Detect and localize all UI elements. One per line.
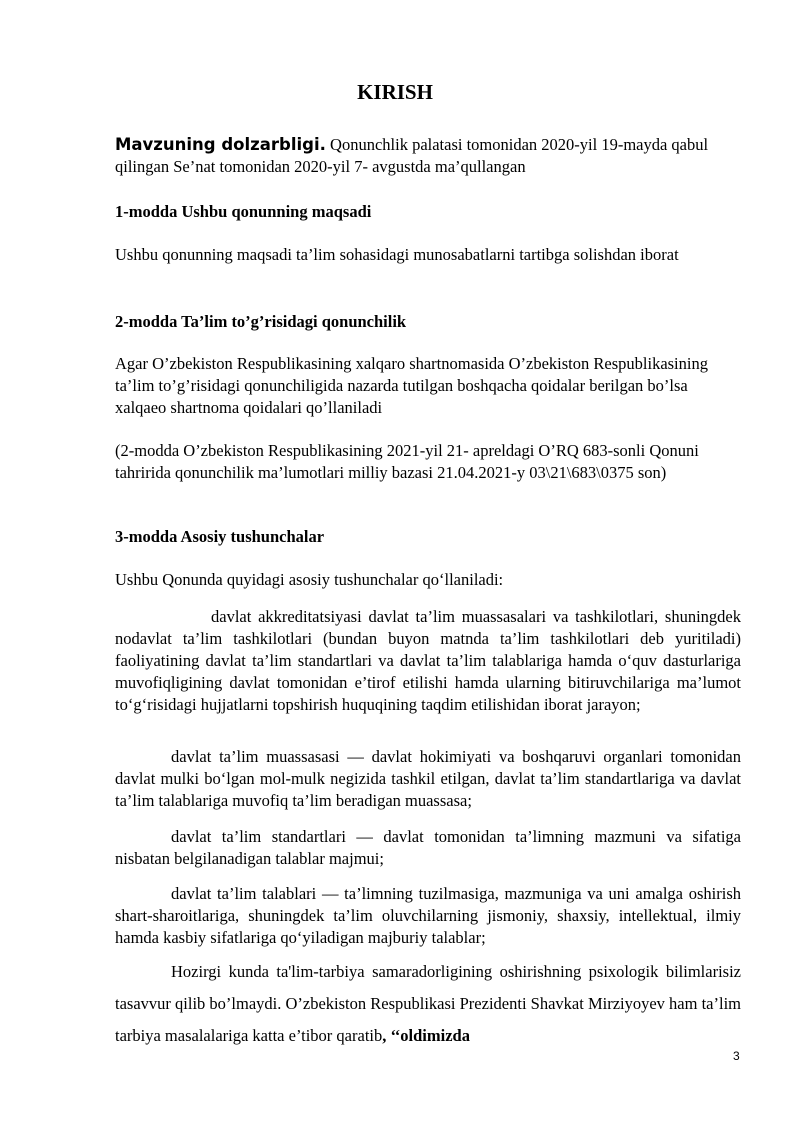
article2-text: Agar O’zbekiston Respublikasining xalqaro shartnomasida O’zbekiston Respublikasining ta’lim to’g’risidagi qonunchiligida nazarda tutilgan boshqacha qoidalar berilgan bo’lsa xalqaeo shartnoma qoidalari qo’llaniladi xyxy=(115,354,708,417)
closing-bold-tail: , ‘‘oldimizda xyxy=(382,1026,470,1045)
page-number: 3 xyxy=(733,1049,740,1063)
article2-heading: 2-modda Ta’lim to’g’risidagi qonunchilik xyxy=(115,312,407,331)
article3-heading: 3-modda Asosiy tushunchalar xyxy=(115,527,325,546)
article1-heading: 1-modda Ushbu qonunning maqsadi xyxy=(115,202,372,221)
closing-text: Hozirgi kunda ta'lim-tarbiya samaradorligining oshirishning psixologik bilimlarisiz tasavvur qilib bo’lmaydi. O’zbekiston Respublikasi Prezidenti Shavkat Mirziyoyev ham ta’lim tarbiya masalalariga katta e’tibor qaratib xyxy=(115,962,741,1045)
definition-item: davlat ta’lim standartlari — davlat tomonidan ta’limning mazmuni va sifatiga nisbatan belgilanadigan talablar majmui; xyxy=(115,827,741,868)
intro-paragraph xyxy=(115,134,741,178)
definition-item: davlat ta’lim muassasasi — davlat hokimiyati va boshqaruvi organlari tomonidan davlat mulki bo‘lgan mol-mulk negizida tashkil etilgan, davlat ta’lim standartlariga va davlat ta’lim talablariga muvofiq ta’lim beradigan muassasa; xyxy=(115,747,741,810)
article3-intro: Ushbu Qonunda quyidagi asosiy tushunchalar qo‘llaniladi: xyxy=(115,570,504,589)
closing-paragraph xyxy=(115,956,741,1052)
intro-text: Qonunchlik palatasi tomonidan 2020-yil 19-mayda qabul qilingan Se’nat tomonidan 2020-yil 7- avgustda ma’qullangan xyxy=(115,135,709,176)
intro-lead: Mavzuning dolzarbligi. xyxy=(115,135,326,154)
article2-note: (2-modda O’zbekiston Respublikasining 2021-yil 21- apreldagi O’RQ 683-sonli Qonuni tahririda qonunchilik ma’lumotlari milliy bazasi 21.04.2021-y 03\21\683\0375 son) xyxy=(115,441,699,482)
definition-item: davlat akkreditatsiyasi davlat ta’lim muassasalari va tashkilotlari, shuningdek nodavlat ta’lim tashkilotlari (bundan buyon matnda ta’lim tashkilotlari deb yuritiladi) faoliyatining davlat ta’lim standartlari va davlat ta’lim talablariga hamda o‘quv dasturlariga muvofiqligining davlat tomonidan e’tirof etilishi hamda ularning bitiruvchilariga ma’lumot to‘g‘risidagi hujjatlarni topshirish huquqining taqdim etilishidan iborat jarayon; xyxy=(115,607,741,714)
definition-item: davlat ta’lim talablari — ta’limning tuzilmasiga, mazmuniga va uni amalga oshirish shart-sharoitlariga, shuningdek ta’lim oluvchilarning jismoniy, shaxsiy, intellektual, ilmiy hamda kasbiy sifatlariga qo‘yiladigan majburiy talablar; xyxy=(115,884,741,947)
page-title: KIRISH xyxy=(357,80,433,104)
article1-text: Ushbu qonunning maqsadi ta’lim sohasidagi munosabatlarni tartibga solishdan iborat xyxy=(115,245,679,264)
